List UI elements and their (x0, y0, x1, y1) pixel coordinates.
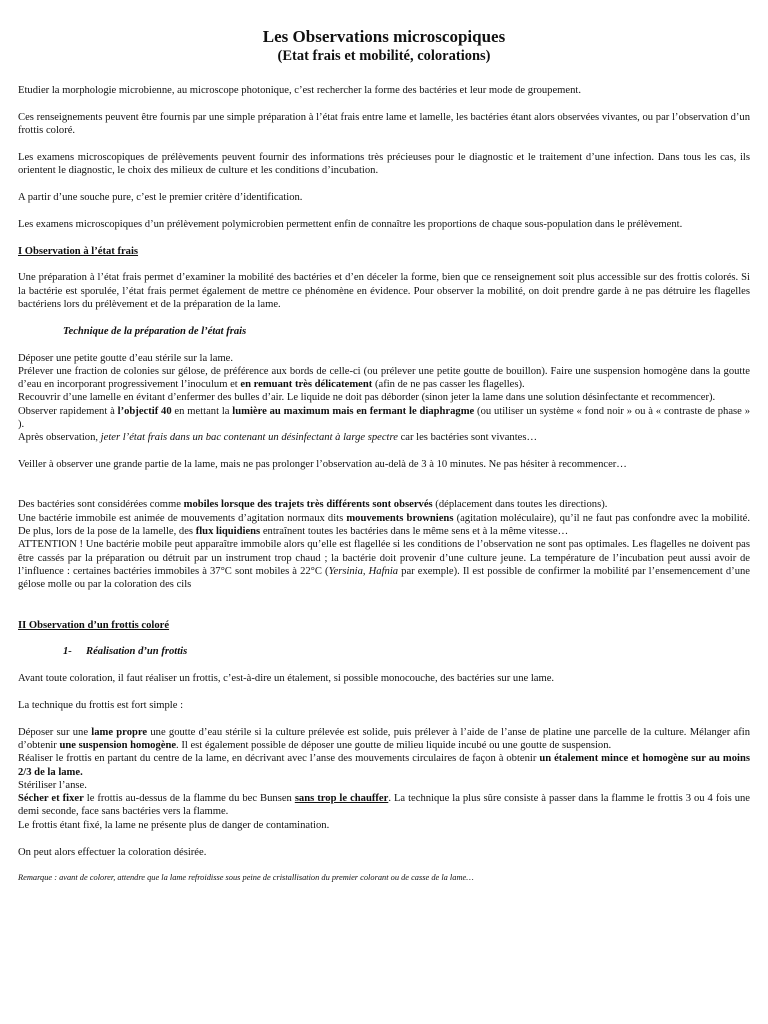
text-run: Déposer sur une (18, 726, 92, 738)
emphasis-text: l’objectif 40 (117, 405, 172, 417)
subheading-text: Réalisation d’un frottis (86, 646, 188, 658)
watch-paragraph: Veiller à observer une grande partie de la lame, mais ne pas prolonger l’observation au-delà de 3 à 10 minutes. Ne pas hésiter à recommencer… (18, 459, 627, 471)
text-run: (déplacement dans toutes les directions). (432, 499, 608, 511)
document-subtitle: (Etat frais et mobilité, colorations) (277, 48, 491, 64)
emphasis-text: mobiles lorsque des trajets très différents sont observés (183, 499, 433, 511)
underlined-text: sans trop le chauffer (294, 793, 389, 805)
emphasis-text: mouvements browniens (346, 512, 454, 524)
step-paragraph (18, 365, 750, 392)
document-title: Les Observations microscopiques (262, 27, 506, 46)
final-paragraph: On peut alors effectuer la coloration désirée. (18, 846, 207, 858)
emphasis-text: un étalement mince et homogène sur au moins 2/3 de la lame. (18, 753, 750, 778)
text-run: . La technique la plus sûre consiste à passer dans la flamme le frottis 3 ou 4 fois une demi seconde, face sans bactéries vers la flamme. (18, 793, 750, 818)
intro-paragraph: A partir d’une souche pure, c’est le premier critère d’identification. (18, 191, 303, 203)
section1-heading: I Observation à l’état frais (18, 245, 139, 257)
section1-intro: Une préparation à l’état frais permet d’examiner la mobilité des bactéries et d’en déceler la forme, bien que ce renseignement soit plus accessible sur des frottis colorés. Si la bactérie est sporulée, l’état frais permet également de mettre ce phénomène en évidence. Pour observer la mobilité, on doit prendre garde à ne pas détruire les flagelles bactériens lors du prélèvement et de la préparation de la lame. (18, 272, 750, 310)
text-run: Une bactérie immobile est animée de mouvements d’agitation normaux dits (18, 512, 347, 524)
section2-simple: La technique du frottis est fort simple : (18, 699, 184, 711)
attention-paragraph (18, 538, 750, 591)
mobility-paragraph (18, 512, 750, 539)
frottis-step: Le frottis étant fixé, la lame ne présente plus de danger de contamination. (18, 819, 330, 831)
text-run: une goutte d’eau stérile si la culture prélevée est solide, puis prélever à l’aide de l’anse de platine une parcelle de la culture. Mélanger afin d’obtenir (18, 726, 750, 751)
text-run: Prélever une fraction de colonies sur gélose, de préférence aux bords de celle-ci (ou prélever une petite goutte de bouillon). Faire une suspension homogène dans la goutte d’eau en incorporant progressivement l’inoculum et (18, 365, 750, 391)
intro-paragraph: Ces renseignements peuvent être fournis par une simple préparation à l’état frais entre lame et lamelle, les bactéries étant alors observées vivantes, ou par l’observation d’un frottis coloré. (18, 111, 750, 137)
frottis-step (18, 792, 750, 819)
italic-text: jeter l’état frais dans un bac contenant un désinfectant à large spectre (100, 432, 398, 444)
emphasis-text: en remuant très délicatement (240, 379, 373, 391)
step-paragraph (18, 405, 750, 432)
remark-note: Remarque : avant de colorer, attendre que la lame refroidisse sous peine de cristallisation du premier colorant ou de casse de la lame… (18, 873, 474, 883)
section2-intro: Avant toute coloration, il faut réaliser un frottis, c’est-à-dire un étalement, si possible monocouche, des bactéries sur une lame. (18, 673, 555, 685)
subheading-number: 1- (63, 646, 72, 658)
step-paragraph: Déposer une petite goutte d’eau stérile sur la lame. (18, 352, 234, 364)
text-run: ATTENTION ! Une bactérie mobile peut apparaître immobile alors qu’elle est flagellée si les conditions de l’observation ne sont pas optimales. Les flagelles ne doivent pas être cassés par la préparation ou détruit par un instrument trop chaud ; la bactérie doit provenir d’une culture jeune. La température de l’incubation peut aussi avoir de l’influence : certaines bactéries immobiles à 37°C sont mobiles à 22°C ( (18, 539, 750, 577)
emphasis-text: lame propre (91, 726, 148, 738)
text-run: (ou utiliser un système « fond noir » ou à « contraste de phase » ). (18, 405, 750, 431)
intro-paragraph: Les examens microscopiques de prélèvements peuvent fournir des informations très précieuses pour le diagnostic et le traitement d’une infection. Dans tous les cas, ils orientent le diagnostic, le choix des milieux de culture et les conditions d’incubation. (18, 151, 750, 177)
text-run: (agitation moléculaire), qu’il ne faut pas confondre avec la mobilité. De plus, lors de la pose de la lamelle, des (18, 512, 750, 538)
emphasis-text: Sécher et fixer (18, 793, 84, 805)
frottis-step (18, 752, 750, 779)
text-run: car les bactéries sont vivantes… (397, 432, 538, 444)
text-run: Après observation, (18, 432, 101, 444)
frottis-step (18, 726, 750, 753)
step-paragraph (18, 431, 750, 444)
text-run: Des bactéries sont considérées comme (18, 499, 184, 511)
mobility-paragraph (18, 498, 750, 511)
emphasis-text: flux liquidiens (195, 526, 261, 538)
document-page (18, 22, 750, 883)
text-run: Observer rapidement à (18, 405, 118, 417)
intro-paragraph: Etudier la morphologie microbienne, au microscope photonique, c’est rechercher la forme des bactéries et leur mode de groupement. (18, 85, 582, 96)
italic-text: Yersinia, Hafnia (328, 565, 399, 577)
frottis-step: Stériliser l’anse. (18, 779, 87, 791)
text-run: en mettant la (171, 405, 233, 417)
text-run: . Il est également possible de déposer une goutte de milieu liquide incubé ou une goutte de suspension. (176, 740, 612, 751)
intro-paragraph: Les examens microscopiques d’un prélèvement polymicrobien permettent enfin de connaître les proportions de chaque sous-population dans le prélèvement. (18, 218, 683, 230)
text-run: Réaliser le frottis en partant du centre de la lame, en décrivant avec l’anse des mouvements circulaires de façon à obtenir (18, 753, 540, 765)
text-run: (afin de ne pas casser les flagelles). (372, 379, 525, 391)
text-run: le frottis au-dessus de la flamme du bec Bunsen (83, 793, 295, 805)
emphasis-text: lumière au maximum mais en fermant le diaphragme (232, 405, 475, 417)
section1-subheading: Technique de la préparation de l’état frais (63, 325, 247, 337)
section2-subheading (63, 645, 750, 658)
text-run: par exemple). Il est possible de confirmer la mobilité par l’ensemencement d’une gélose molle ou par la coloration des cils (18, 565, 750, 591)
section2-heading: II Observation d’un frottis coloré (18, 619, 170, 631)
emphasis-text: une suspension homogène (59, 740, 177, 751)
text-run: entraînent toutes les bactéries dans le même sens et à la même vitesse… (260, 526, 569, 538)
step-paragraph: Recouvrir d’une lamelle en évitant d’enfermer des bulles d’air. Le liquide ne doit pas déborder (sinon jeter la lame dans une solution désinfectante et recommencer). (18, 392, 716, 404)
